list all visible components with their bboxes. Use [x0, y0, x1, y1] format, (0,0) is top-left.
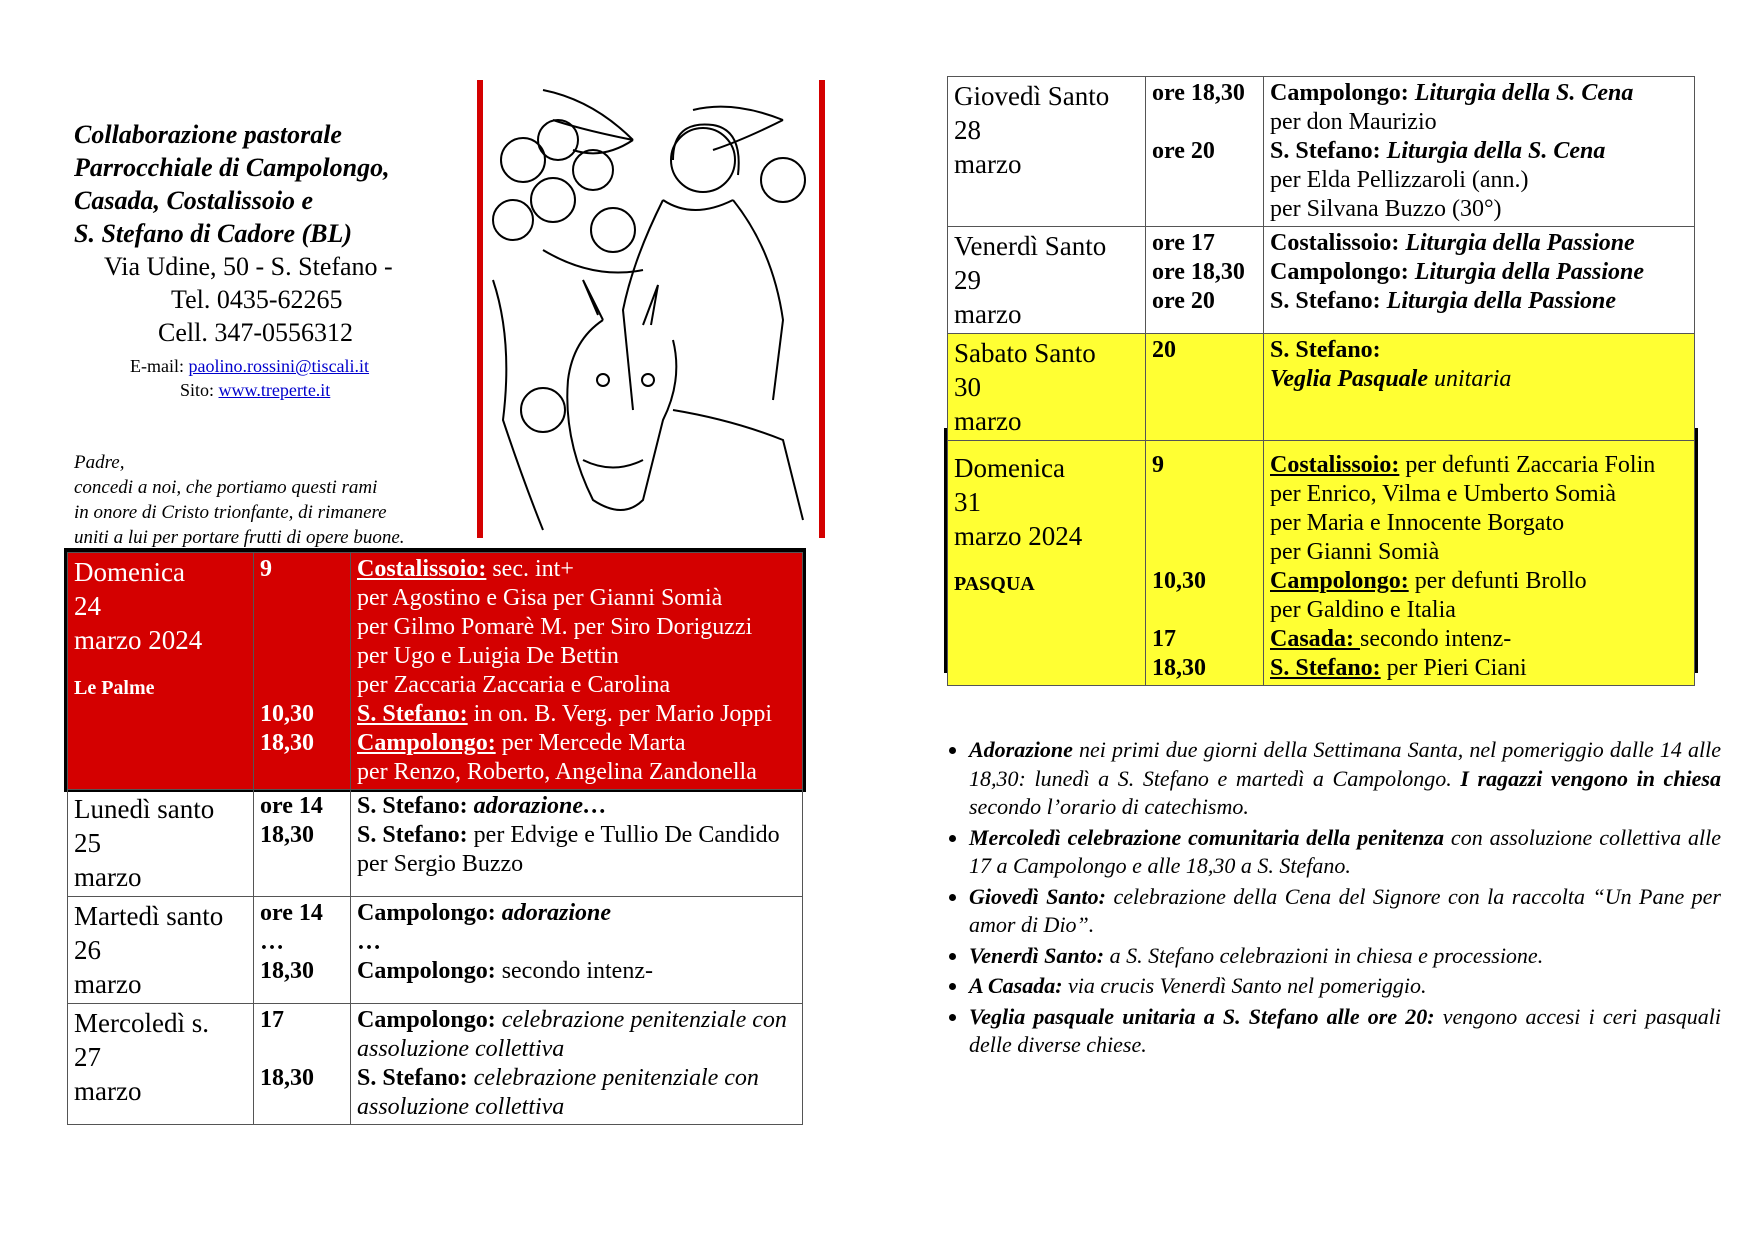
mass-cell [351, 553, 803, 790]
day-name: Lunedì santo [74, 794, 215, 824]
day-month: marzo [74, 1076, 142, 1106]
day-name: Sabato Santo [954, 338, 1096, 368]
telephone: Tel. 0435-62265 [171, 285, 343, 314]
day-month: marzo [954, 149, 1022, 179]
list-item: • Veglia pasquale unitaria a S. Stefano alle ore 20: vengono accesi i ceri pasquali delle diverse chiese. [969, 1003, 1721, 1060]
place-name: Campolongo: [1270, 80, 1409, 106]
intention: per Mercede Marta [495, 730, 686, 756]
day-cell [948, 77, 1146, 227]
email-label: E-mail: [130, 356, 189, 376]
place-name: Costalissoio: [1270, 452, 1400, 478]
day-number: 29 [954, 265, 981, 295]
mass-cell [351, 790, 803, 897]
day-name: Domenica [74, 557, 185, 587]
list-item: • Venerdì Santo: a S. Stefano celebrazioni in chiesa e processione. [969, 942, 1721, 971]
time: 17 [260, 1007, 284, 1033]
intention: per Ugo e Luigia De Bettin [357, 643, 619, 669]
time: 18,30 [1152, 655, 1206, 681]
time-cell [254, 1004, 351, 1125]
intention: in on. B. Verg. per Mario Joppi [467, 701, 773, 727]
time: ore 20 [1152, 138, 1215, 164]
intention: secondo intenz- [495, 958, 653, 984]
day-cell [948, 441, 1146, 686]
place-name: S. Stefano: [1270, 138, 1381, 164]
time: 18,30 [260, 958, 314, 984]
table-row [68, 897, 803, 1004]
mass-cell [1264, 441, 1695, 686]
site-line [180, 378, 330, 402]
time: 10,30 [1152, 568, 1206, 594]
time: ore 17 [1152, 230, 1215, 256]
time: … [260, 929, 284, 955]
place-name: S. Stefano: [357, 822, 468, 848]
day-number: 28 [954, 115, 981, 145]
place-name: Costalissoio: [1270, 230, 1400, 256]
table-row [948, 334, 1695, 441]
day-cell [68, 1004, 254, 1125]
day-number: 30 [954, 372, 981, 402]
day-cell [68, 790, 254, 897]
table-row [68, 553, 803, 790]
time: 18,30 [260, 730, 314, 756]
day-number: 31 [954, 487, 981, 517]
time-cell [1146, 77, 1264, 227]
place-name: Campolongo: [357, 730, 496, 756]
day-month: marzo 2024 [74, 625, 203, 655]
site-link[interactable]: www.treperte.it [218, 380, 331, 400]
intention: per Edvige e Tullio De Candido [467, 822, 780, 848]
intention: assoluzione collettiva [357, 1036, 565, 1062]
liturgy: Liturgia della Passione [1380, 288, 1617, 314]
table-row [948, 227, 1695, 334]
day-cell [948, 334, 1146, 441]
email-line [130, 354, 369, 378]
liturgy: Veglia Pasquale [1270, 366, 1429, 392]
day-number: 25 [74, 828, 101, 858]
intention: per defunti Brollo [1408, 568, 1587, 594]
list-item: • Giovedì Santo: celebrazione della Cena del Signore con la raccolta “Un Pane per amor di Dio”. [969, 883, 1721, 940]
mass-cell [351, 1004, 803, 1125]
time: ore 18,30 [1152, 259, 1245, 285]
prayer-line: uniti a lui per portare frutti di opere buone. [74, 527, 405, 548]
time-cell [1146, 334, 1264, 441]
place-name: Costalissoio: [357, 556, 487, 582]
ellipsis: … [357, 929, 381, 955]
intention: per Galdino e Italia [1270, 597, 1456, 623]
day-cell [68, 553, 254, 790]
time-cell [254, 553, 351, 790]
liturgy: Liturgia della Passione [1399, 230, 1635, 256]
day-month: marzo [954, 299, 1022, 329]
header-line: Casada, Costalissoio e [74, 186, 314, 215]
intention: adorazione [495, 900, 612, 926]
table-row [68, 790, 803, 897]
intention: adorazione… [467, 793, 608, 819]
prayer [74, 450, 474, 550]
left-schedule-table [67, 552, 803, 1125]
place-name: Campolongo: [1270, 259, 1409, 285]
header-line: S. Stefano di Cadore (BL) [74, 219, 353, 248]
table-row [68, 1004, 803, 1125]
day-month: marzo [954, 406, 1022, 436]
place-name: S. Stefano: [1270, 288, 1381, 314]
time: 18,30 [260, 1065, 314, 1091]
day-name: Martedì santo [74, 901, 224, 931]
mass-cell [1264, 227, 1695, 334]
intention: per Pieri Ciani [1380, 655, 1527, 681]
day-number: 26 [74, 935, 101, 965]
table-row [948, 77, 1695, 227]
place-name: Casada: [1270, 626, 1361, 652]
liturgy-note: unitaria [1428, 366, 1512, 392]
intention: per Gilmo Pomarè M. per Siro Doriguzzi [357, 614, 753, 640]
place-name: Campolongo: [357, 958, 496, 984]
place-name: Campolongo: [357, 1007, 496, 1033]
day-note: PASQUA [954, 573, 1035, 595]
list-item: • A Casada: via crucis Venerdì Santo nel pomeriggio. [969, 972, 1721, 1001]
time: 9 [1152, 452, 1164, 478]
prayer-line: concedi a noi, che portiamo questi rami [74, 477, 378, 498]
email-link[interactable]: paolino.rossini@tiscali.it [188, 356, 370, 376]
intention: per Enrico, Vilma e Umberto Somià [1270, 481, 1617, 507]
intention: per defunti Zaccaria Folin [1399, 452, 1656, 478]
time: 9 [260, 556, 272, 582]
header-line: Parrocchiale di Campolongo, [74, 153, 390, 182]
table-row [948, 441, 1695, 686]
day-name: Venerdì Santo [954, 231, 1107, 261]
intention: per Agostino e Gisa per Gianni Somià [357, 585, 723, 611]
place-name: S. Stefano: [357, 701, 468, 727]
cellphone: Cell. 347-0556312 [158, 318, 353, 347]
day-name: Domenica [954, 453, 1065, 483]
intention: per Elda Pellizzaroli (ann.) [1270, 167, 1529, 193]
day-month: marzo [74, 862, 142, 892]
time: 17 [1152, 626, 1176, 652]
intention: per Maria e Innocente Borgato [1270, 510, 1565, 536]
time: 20 [1152, 337, 1176, 363]
intention: assoluzione collettiva [357, 1094, 565, 1120]
time-cell [1146, 227, 1264, 334]
time: ore 20 [1152, 288, 1215, 314]
list-item: • Adorazione nei primi due giorni della Settimana Santa, nel pomeriggio dalle 14 alle 18,30: lunedì a S. Stefano e martedì a Campolongo. I ragazzi vengono in chiesa secondo l’orario di catechismo. [969, 736, 1721, 822]
intention: secondo intenz- [1360, 626, 1512, 652]
place-name: S. Stefano: [1270, 655, 1381, 681]
place-name: Campolongo: [1270, 568, 1409, 594]
prayer-line: Padre, [74, 452, 125, 473]
mass-cell [1264, 77, 1695, 227]
time: 10,30 [260, 701, 314, 727]
day-month: marzo 2024 [954, 521, 1083, 551]
time-cell [254, 897, 351, 1004]
time: ore 14 [260, 900, 323, 926]
notes-list [935, 736, 1721, 1062]
day-number: 24 [74, 591, 101, 621]
prayer-line: in onore di Cristo trionfante, di rimanere [74, 502, 387, 523]
right-schedule-table [947, 76, 1695, 686]
mass-cell [351, 897, 803, 1004]
intention: per Sergio Buzzo [357, 851, 524, 877]
list-item: • Mercoledì celebrazione comunitaria della penitenza con assoluzione collettiva alle 17 a Campolongo e alle 18,30 a S. Stefano. [969, 824, 1721, 881]
site-label: Sito: [180, 380, 219, 400]
place-name: S. Stefano: [357, 793, 468, 819]
day-cell [68, 897, 254, 1004]
intention: celebrazione penitenziale con [467, 1065, 759, 1091]
place-name: Campolongo: [357, 900, 496, 926]
time: 18,30 [260, 822, 314, 848]
intention: per Gianni Somià [1270, 539, 1440, 565]
day-name: Giovedì Santo [954, 81, 1110, 111]
time-cell [1146, 441, 1264, 686]
intention: per Renzo, Roberto, Angelina Zandonella [357, 759, 757, 785]
liturgy: Liturgia della S. Cena [1408, 80, 1634, 106]
header-line: Collaborazione pastorale [74, 120, 342, 149]
address: Via Udine, 50 - S. Stefano - [104, 252, 393, 281]
liturgy: Liturgia della S. Cena [1380, 138, 1606, 164]
mass-cell [1264, 334, 1695, 441]
time: ore 18,30 [1152, 80, 1245, 106]
parish-header [74, 118, 474, 250]
intention: celebrazione penitenziale con [495, 1007, 787, 1033]
day-note: Le Palme [74, 677, 155, 699]
day-number: 27 [74, 1042, 101, 1072]
time-cell [254, 790, 351, 897]
day-cell [948, 227, 1146, 334]
liturgy: Liturgia della Passione [1408, 259, 1645, 285]
place-name: S. Stefano: [357, 1065, 468, 1091]
day-month: marzo [74, 969, 142, 999]
palm-sunday-illustration-icon [477, 80, 825, 538]
intention: per don Maurizio [1270, 109, 1437, 135]
intention: per Zaccaria Zaccaria e Carolina [357, 672, 671, 698]
intention: sec. int+ [486, 556, 574, 582]
place-name: S. Stefano: [1270, 337, 1381, 363]
intention: per Silvana Buzzo (30°) [1270, 196, 1502, 222]
day-name: Mercoledì s. [74, 1008, 209, 1038]
time: ore 14 [260, 793, 323, 819]
